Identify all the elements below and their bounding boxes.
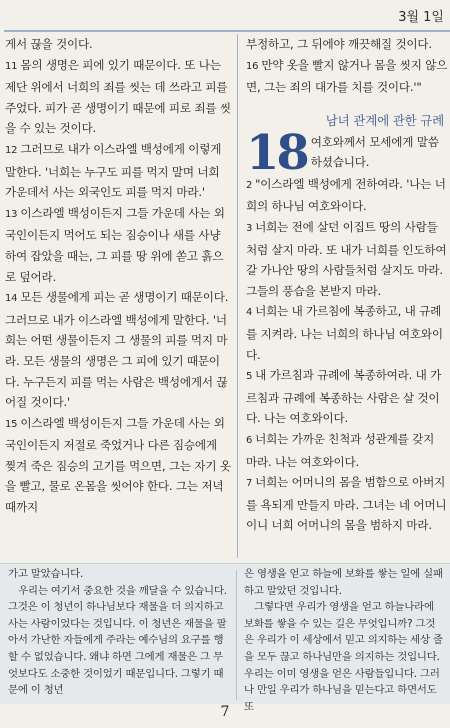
verse-continuation [246, 34, 448, 55]
chapter-start [246, 124, 448, 181]
page-number: 7 [220, 704, 230, 720]
verse-text: 너희는 전에 살던 이집트 땅의 사람들처럼 살지 마라. 또 내가 너희를 인도하여 갈 가나안 땅의 사람들처럼 살지도 마라. 그들의 풍습을 본받지 마라. [246, 219, 447, 298]
verse-text: 내 가르침과 규례에 복종하여라. 내 가르침과 규례에 복종하는 사람은 살 것이다. 나는 여호와이다. [246, 368, 442, 426]
verse-text: "이스라엘 백성에게 전하여라. '나는 너희의 하나님 여호와이다. [246, 176, 446, 214]
section-heading: 남녀 관계에 관한 규례 [325, 112, 444, 128]
verse-5 [246, 365, 448, 429]
verse-number: 7 [246, 478, 253, 490]
verse-number: 12 [5, 144, 18, 156]
verse-number: 11 [5, 60, 18, 72]
commentary-left: 가고 말았습니다. 우리는 여기서 중요한 것을 깨달을 수 있습니다. 그것은 이 청년이 하나님보다 재물을 더 의지하고 사는 사람이었다는 것입니다. 이 청년은 재물을 팔아서 가난한 자들에게 주라는 예수님의 요구를 행할 수 없었습니다. 왜냐 하면 그에게 재물은 그 무엇보다도 소중한 것이었기 때문입니다. 그렇기 때문에 이 청년 [8, 568, 227, 697]
verse-number: 2 [246, 179, 253, 191]
commentary-box [0, 563, 450, 713]
verse-text: 게서 끊을 것이다. [5, 37, 93, 51]
page-date: 3월 1일 [398, 10, 444, 25]
verse-text: 너희는 가까운 친척과 성관계를 갖지 마라. 나는 여호와이다. [246, 431, 435, 469]
verse-text: 몸의 생명은 피에 있기 때문이다. 또 나는 제단 위에서 너희의 죄를 씻는 데 쓰라고 피를 주었다. 피가 곧 생명이기 때문에 피로 죄를 씻을 수 있는 것이다. [5, 57, 231, 136]
verse-number: 16 [246, 60, 259, 72]
verse-text: 이스라엘 백성이든지 그들 가운데 사는 외국인이든지 먹어도 되는 짐승이나 새를 사냥하여 잡았을 때는, 그 피를 땅 위에 쏟고 흙으로 덮어라. [5, 205, 225, 284]
verse-4 [246, 301, 448, 365]
verse-7 [246, 472, 448, 536]
right-scripture-column [246, 34, 448, 536]
commentary-right: 은 영생을 얻고 하늘에 보화를 쌓는 일에 실패하고 말았던 것입니다. 그렇다면 우리가 영생을 얻고 하늘나라에 보화를 쌓을 수 있는 길은 무엇입니까? 그것은 우리가 이 세상에서 믿고 의지하는 세상 줄을 모두 끊고 하나님만을 의지하는 것입니다. 우리는 이미 영생을 얻은 사람들입니다. 그러나 만일 우리가 하나님을 믿는다고 하면서도 또 [244, 568, 443, 713]
chapter-number: 18 [246, 124, 307, 181]
commentary-divider [236, 570, 237, 700]
verse-number: 14 [5, 293, 18, 305]
verse-14 [5, 287, 231, 413]
verse-number: 15 [5, 418, 18, 430]
verse-number: 3 [246, 222, 253, 234]
column-divider [237, 34, 238, 558]
verse-text: 모든 생물에게 피는 곧 생명이기 때문이다. 그러므로 내가 이스라엘 백성에게 말한다. '너희는 어떤 생물이든지 그 생물의 피를 먹지 마라. 모든 생물의 생명은 그 피에 있기 때문이다. 누구든지 피를 먹는 사람은 백성에게서 끊어질 것이다.' [5, 290, 229, 410]
verse-text: 너희는 내 가르침에 복종하고, 내 규례를 지켜라. 나는 너희의 하나님 여호와이다. [246, 304, 443, 362]
verse-3 [246, 217, 448, 301]
header-rule [4, 30, 450, 32]
verse-15 [5, 413, 231, 518]
verse-text: 그러므로 내가 이스라엘 백성에게 이렇게 말한다. '너희는 누구도 피를 먹지 말며 너희 가운데서 사는 외국인도 피를 먹지 마라.' [5, 141, 222, 200]
verse-13 [5, 203, 231, 287]
verse-12 [5, 139, 231, 203]
verse-text: 부정하고, 그 뒤에야 깨끗해질 것이다. [246, 37, 432, 51]
verse-1-text: 여호와께서 모세에게 말씀하셨습니다. [310, 134, 439, 170]
verse-2 [246, 174, 448, 217]
verse-number: 5 [246, 371, 253, 383]
verse-6 [246, 429, 448, 472]
verse-number: 4 [246, 307, 253, 319]
verse-number: 6 [246, 434, 253, 446]
verse-text: 만약 옷을 빨지 않거나 몸을 씻지 않으면, 그는 죄의 대가를 치를 것이다.'" [246, 57, 448, 95]
verse-16 [246, 55, 448, 98]
verse-text: 너희는 어머니의 몸을 범함으로 아버지를 욕되게 만들지 마라. 그녀는 네 어머니이니 너희 어머니의 몸을 범하지 마라. [246, 475, 447, 533]
verse-11 [5, 55, 231, 139]
verse-number: 13 [5, 208, 18, 220]
verse-continuation [5, 34, 231, 55]
left-scripture-column [5, 34, 231, 518]
verse-text: 이스라엘 백성이든지 그들 가운데 사는 외국인이든지 저절로 죽었거나 다른 짐승에게 찢겨 죽은 짐승의 고기를 먹으면, 그는 자기 옷을 빨고, 물로 온몸을 씻어야 한다. 그는 저녁 때까지 [5, 415, 231, 515]
